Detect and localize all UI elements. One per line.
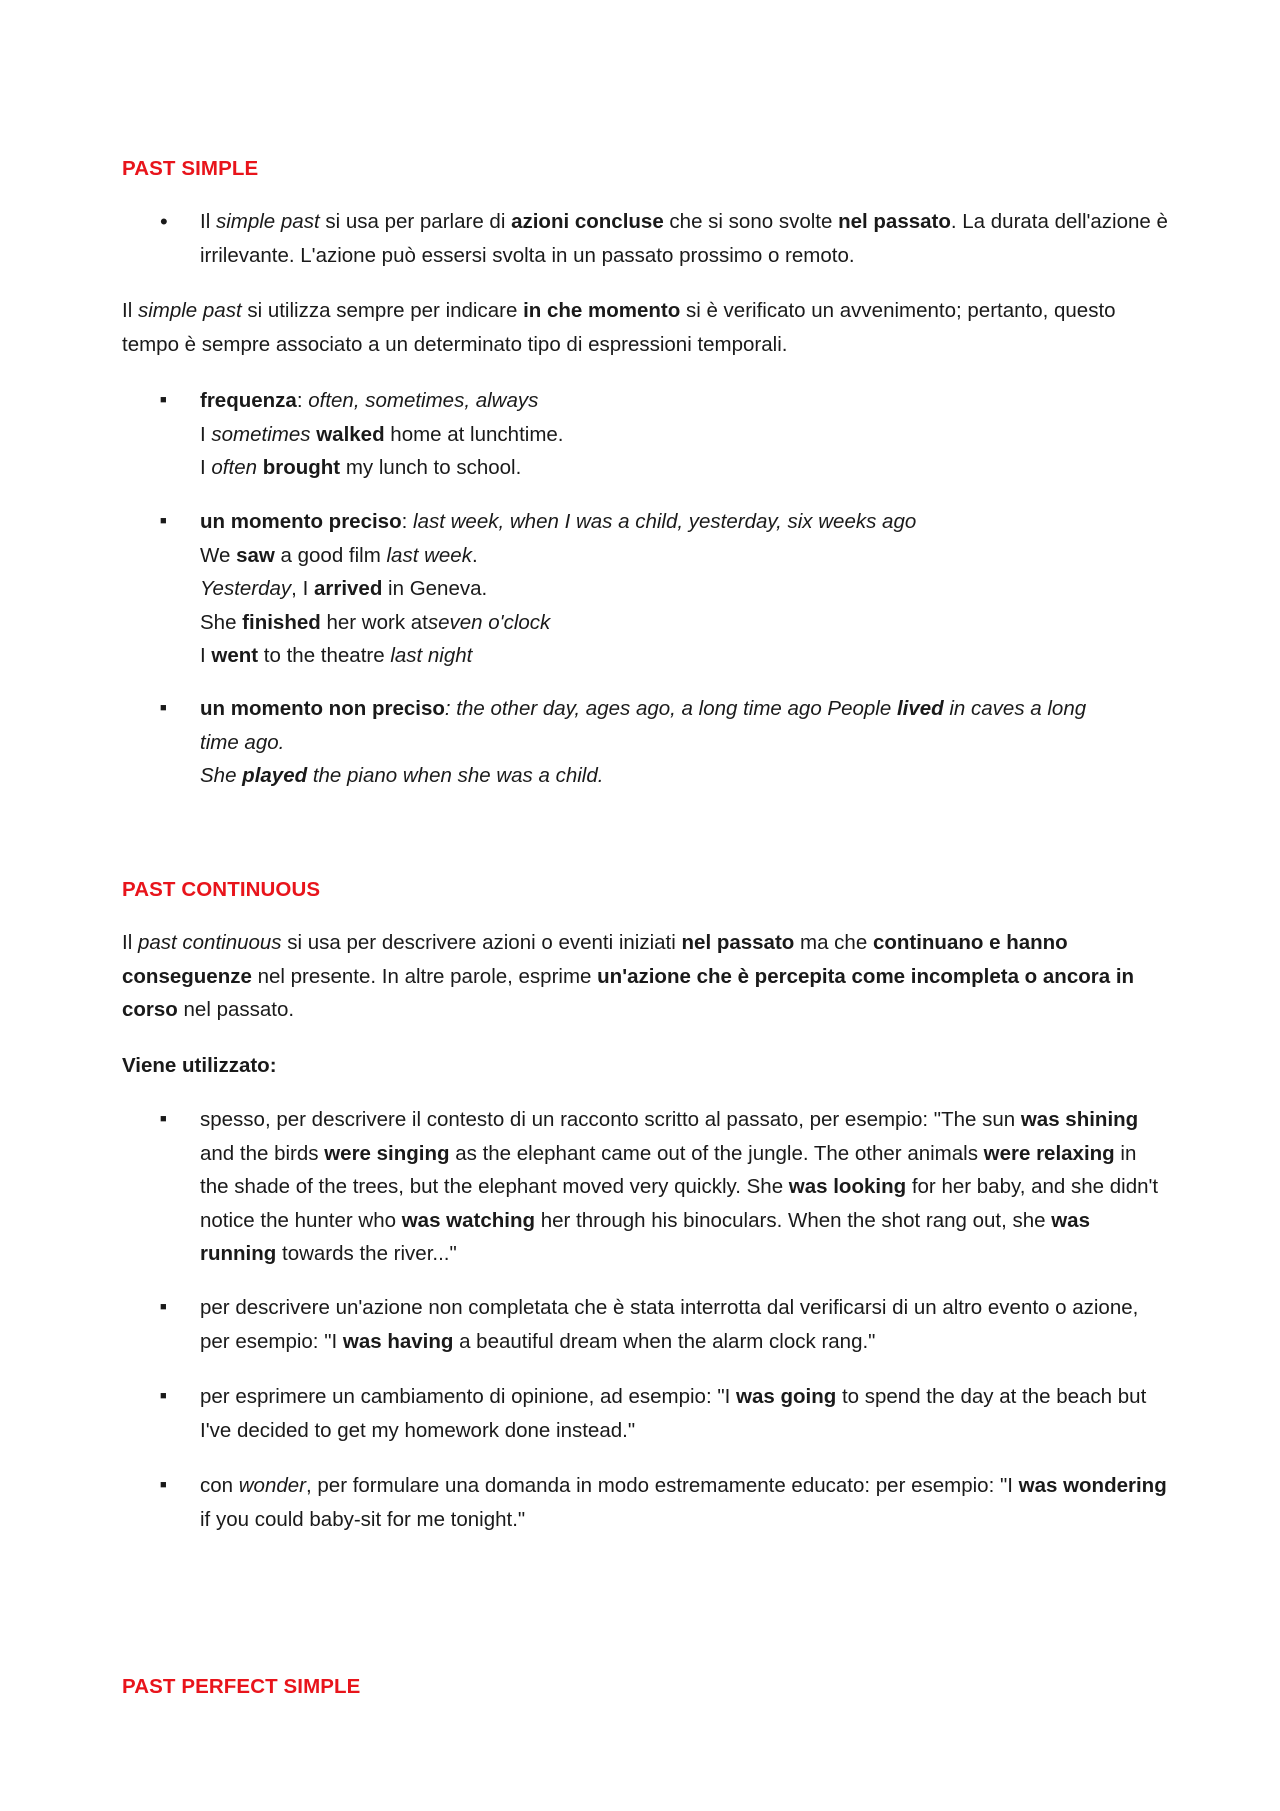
bullet-dot-icon: •: [160, 209, 168, 234]
bullet-item: [122, 205, 1172, 272]
list-item-frequenza: [122, 384, 1172, 485]
paragraph-past-continuous-intro: Il past continuous si usa per descrivere azioni o eventi iniziati nel passato ma che continuano e hanno conseguenze nel presente. In altre parole, esprime un'azione che è percepita come incompleta o ancora in corso nel passato.: [122, 931, 1135, 1021]
bullet-text: per descrivere un'azione non completata che è stata interrotta dal verificarsi di un altro evento o azione, per esempio: "I was having a beautiful dream when the alarm clock rang.": [200, 1296, 1139, 1353]
bullet-square-icon: ■: [160, 1390, 167, 1402]
bullet-text: con wonder, per formulare una domanda in modo estremamente educato: per esempio: "I was wondering if you could baby-sit for me tonight.": [200, 1474, 1167, 1531]
list-item: [122, 1469, 1172, 1536]
bullet-text: un momento preciso: last week, when I was a child, yesterday, six weeks ago We saw a good film last week. Yesterday, I arrived in Geneva. She finished her work atseven o'clock I went to the theatre last night: [200, 510, 917, 667]
list-item: [122, 1103, 1172, 1271]
bullet-text: un momento non preciso: the other day, ages ago, a long time ago People lived in caves a long time ago. She played the piano when she was a child.: [200, 697, 1087, 787]
list-item: [122, 1380, 1172, 1447]
paragraph-viene-utilizzato: Viene utilizzato:: [122, 1054, 277, 1077]
bullet-text: frequenza: often, sometimes, always I sometimes walked home at lunchtime. I often brought my lunch to school.: [200, 389, 564, 479]
bullet-text: spesso, per descrivere il contesto di un racconto scritto al passato, per esempio: "The sun was shining and the birds were singing as the elephant came out of the jungle. The other animals were relaxing in the shade of the trees, but the elephant moved very quickly. She was looking for her baby, and she didn't notice the hunter who was watching her through his binoculars. When the shot rang out, she was running towards the river...": [200, 1108, 1159, 1265]
bullet-square-icon: ■: [160, 1479, 167, 1491]
bullet-text: Il simple past si usa per parlare di azioni concluse che si sono svolte nel passato. La durata dell'azione è irrilevante. L'azione può essersi svolta in un passato prossimo o remoto.: [200, 210, 1168, 267]
list-item-momento-non-preciso: [122, 692, 1172, 793]
bullet-square-icon: ■: [160, 394, 167, 406]
heading-past-perfect-simple: PAST PERFECT SIMPLE: [122, 1675, 361, 1698]
bullet-square-icon: ■: [160, 702, 167, 714]
list-item: [122, 1291, 1172, 1358]
heading-past-simple: PAST SIMPLE: [122, 157, 259, 180]
bullet-text: per esprimere un cambiamento di opinione, ad esempio: "I was going to spend the day at the beach but I've decided to get my homework done instead.": [200, 1385, 1147, 1442]
heading-past-continuous: PAST CONTINUOUS: [122, 878, 321, 901]
paragraph-simple-past-intro: Il simple past si utilizza sempre per indicare in che momento si è verificato un avvenimento; pertanto, questo tempo è sempre associato a un determinato tipo di espressioni temporali.: [122, 299, 1116, 356]
list-item-momento-preciso: [122, 505, 1172, 673]
bullet-square-icon: ■: [160, 1113, 167, 1125]
bullet-square-icon: ■: [160, 1301, 167, 1313]
bullet-square-icon: ■: [160, 515, 167, 527]
